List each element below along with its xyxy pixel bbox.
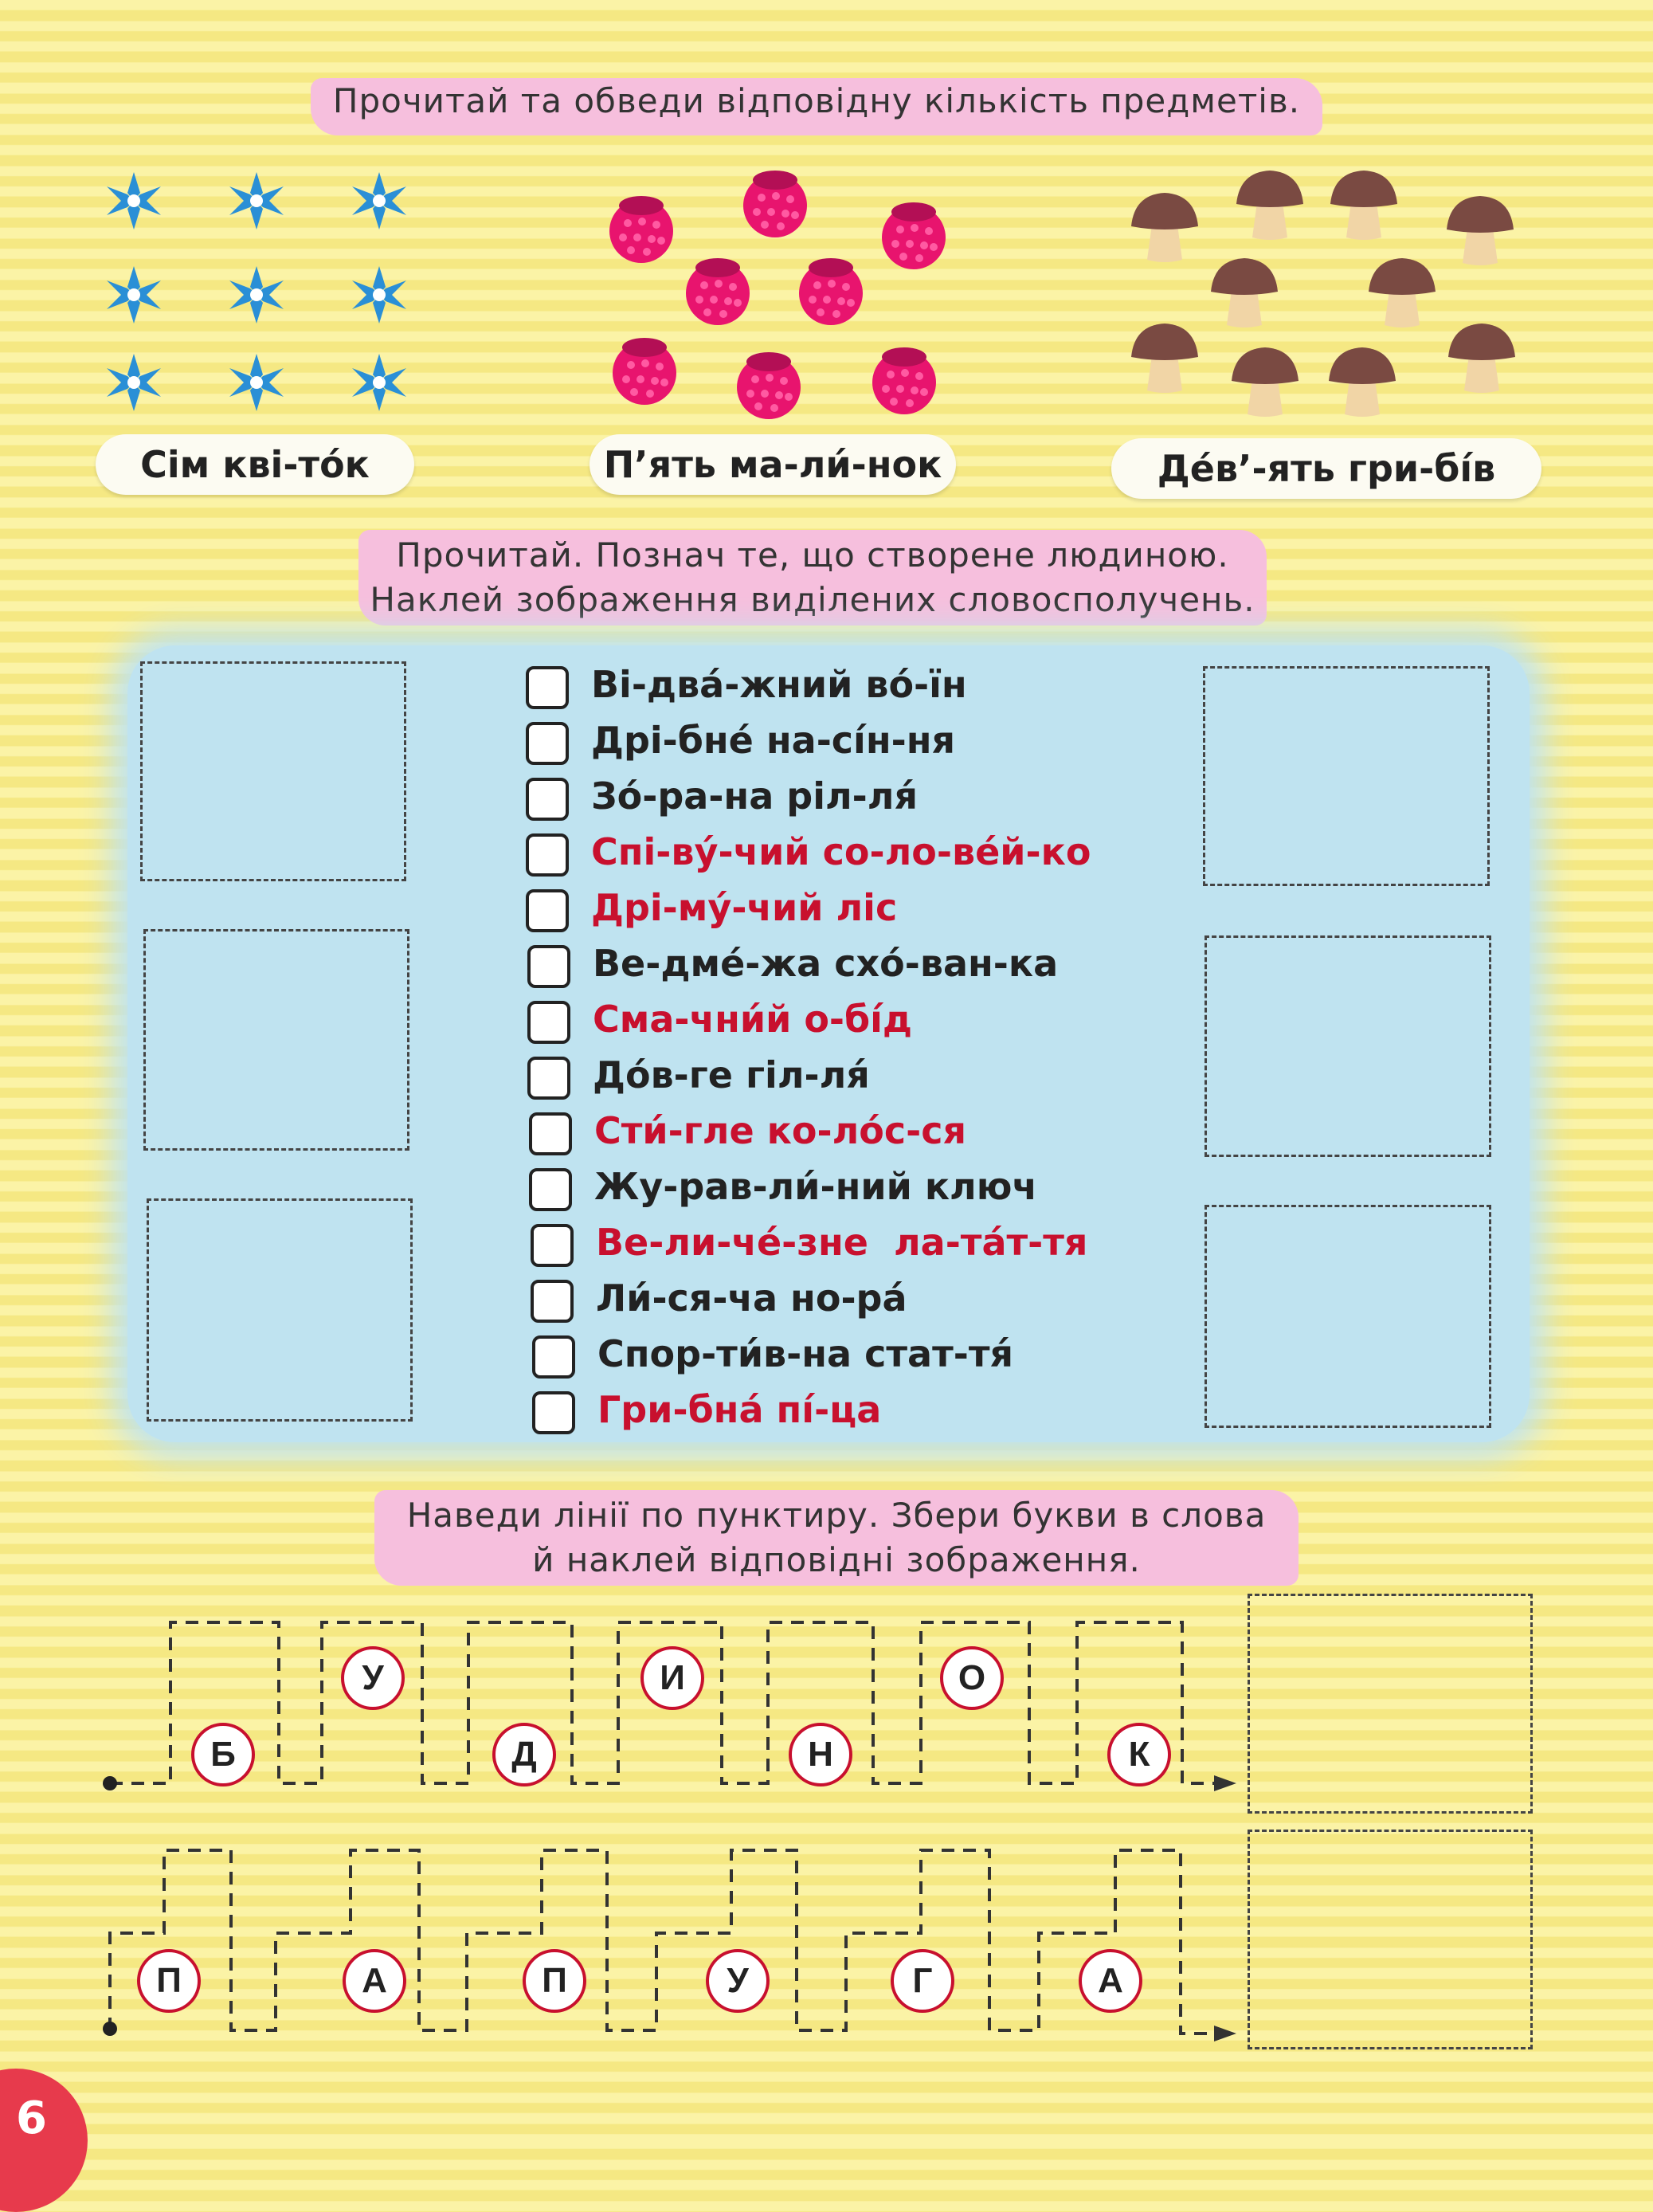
phrase-item: Ли́-ся-ча но-ра́: [596, 1277, 907, 1320]
letter-circle: Г: [891, 1949, 954, 2013]
letter-circle: О: [940, 1646, 1004, 1710]
page-number: 6: [16, 2092, 47, 2144]
phrase-item-highlighted: Спі-ву́-чий со-ло-ве́й-ко: [591, 830, 1091, 873]
phrase-item-highlighted: Сма-чни́й о-бі́д: [593, 998, 913, 1041]
phrase-item-highlighted: Сти́-гле ко-ло́с-ся: [594, 1109, 967, 1152]
letter-circle: А: [343, 1949, 406, 2013]
phrase-item: Ве-дме́-жа схо́-ван-ка: [593, 942, 1059, 985]
phrase-item-highlighted: Дрі-му́-чий ліс: [591, 886, 898, 929]
tracing-path-row2: [110, 1850, 1219, 2034]
letter-circle: П: [523, 1949, 586, 2013]
letter-circle: Б: [191, 1723, 255, 1786]
start-dot: [103, 1776, 117, 1790]
letter-circle: И: [640, 1646, 704, 1710]
phrase-item-highlighted: Ве-ли-че́-зне ла-та́т-тя: [596, 1221, 1088, 1264]
arrow-head-icon: [1214, 1775, 1236, 1791]
letter-circle: П: [137, 1949, 201, 2013]
phrase-item: Ві-два́-жний во́-їн: [591, 663, 967, 706]
phrase-item: Жу-рав-ли́-ний ключ: [594, 1165, 1038, 1208]
arrow-head-icon: [1214, 2026, 1236, 2041]
letter-circle: У: [706, 1949, 770, 2013]
task2-instruction-line2: Наклей зображення виділених словосполучень.: [370, 580, 1255, 619]
letter-circle: К: [1107, 1723, 1171, 1786]
letter-circle: Д: [492, 1723, 556, 1786]
phrase-item: До́в-ге гіл-ля́: [593, 1053, 870, 1096]
answer-sticker-box[interactable]: [1248, 1594, 1533, 1814]
task2-instruction-line1: Прочитай. Познач те, що створене людиною.: [396, 535, 1229, 575]
task3-instruction-line1: Наведи лінії по пунктиру. Збери букви в слова: [406, 1496, 1267, 1535]
phrase-item-highlighted: Гри-бна́ пі́-ца: [597, 1388, 882, 1431]
label-flowers: Сім кві-то́к: [96, 434, 414, 495]
task3-instruction-line2: й наклей відповідні зображення.: [532, 1540, 1141, 1579]
label-raspberries: П’ять ма-ли́-нок: [590, 434, 956, 495]
letter-circle: У: [341, 1646, 405, 1710]
start-dot: [103, 2022, 117, 2036]
phrase-item: Спор-ти́в-на стат-тя́: [597, 1332, 1014, 1375]
answer-sticker-box[interactable]: [1248, 1830, 1533, 2049]
letter-circle: Н: [789, 1723, 852, 1786]
label-mushrooms: Де́в’-ять гри-бі́в: [1111, 438, 1541, 499]
phrase-item: Зо́-ра-на ріл-ля́: [591, 775, 918, 818]
phrase-item: Дрі-бне́ на-сі́н-ня: [591, 719, 956, 762]
letter-circle: А: [1079, 1949, 1142, 2013]
task1-instruction: Прочитай та обведи відповідну кількість предметів.: [332, 81, 1301, 120]
